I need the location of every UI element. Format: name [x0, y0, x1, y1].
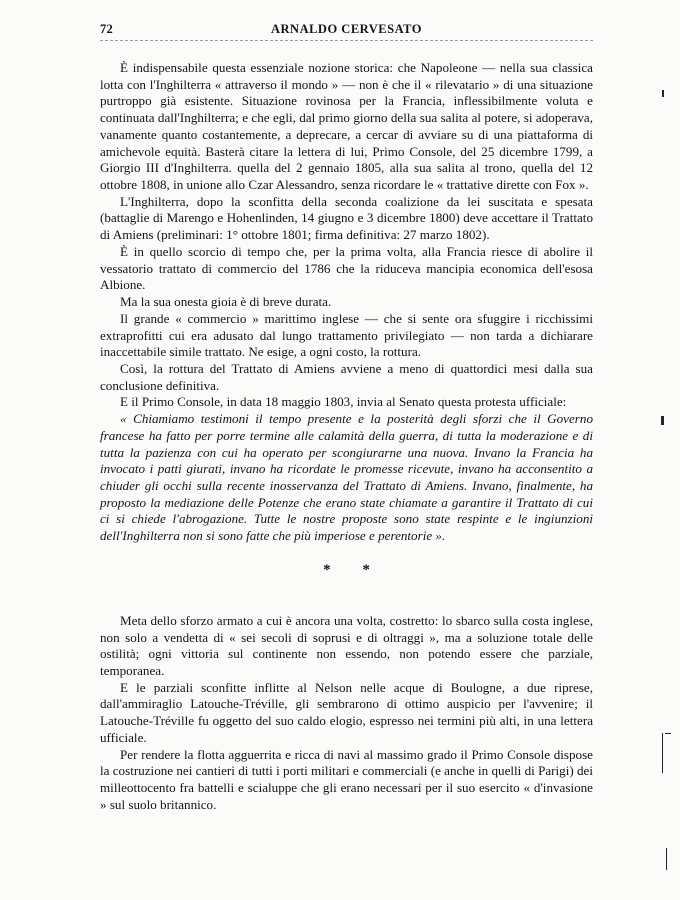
quoted-protest: « Chiamiamo testimoni il tempo presente e la posterità degli sforzi che il Governo francese ha fatto per porre termine alle calamità della guerra, di tutta la moderazione e di tutta la pazienza con cui ha operato per scongiurarne una nuova. Invano la Francia ha invocato i patti giurati, invano ha ricordate le promesse ricevute, invano ha acconsentito a chiuder gli occhi sulla recente inosservanza del Trattato di Amiens. Invano, finalmente, ha proposto la mediazione delle Potenze che erano state chiamate a garantire il Trattato di cui ci si chiede l'abrogazione. Tutte le nostre proposte sono state respinte e le ingiunzioni dell'Inghilterra non si sono fatte che più imperiose e perentorie ».: [100, 411, 593, 544]
margin-mark: [666, 848, 667, 870]
paragraph: Per rendere la flotta agguerrita e ricca di navi al massimo grado il Primo Console dispose la costruzione nei cantieri di tutti i porti militari e commerciali (e anche in quelli di Parigi) dei milleottocento fra battelli e scialuppe che gli erano necessari per il suo esercito « d'invasione » sul suolo britannico.: [100, 746, 593, 812]
paragraph: È indispensabile questa essenziale nozione storica: che Napoleone — nella sua classica lotta con l'Inghilterra « attraverso il mondo » — non è che il « rilevatario » di una situazione purtroppo già esistente. Situazione rovinosa per la Francia, inflessibilmente voluta e continuata dall'Inghilterra; e che egli, dal primo giorno della sua salita al potere, si adoperava, vanamente quanto costantemente, a deprecare, a cercar di avviare su di una piattaforma di amichevole equità. Basterà citare la lettera di lui, Primo Console, del 25 dicembre 1799, a Giorgio III d'Inghilterra. quella del 2 gennaio 1805, alla sua salita al trono, quella del 12 ottobre 1808, in unione allo Czar Alessandro, senza ricordare le « trattative dirette con Fox ».: [100, 60, 593, 193]
paragraph: È in quello scorcio di tempo che, per la prima volta, alla Francia riesce di abolire il vessatorio trattato di commercio del 1786 che la riduceva mancipia economica dell'esosa Albione.: [100, 243, 593, 293]
page-body: [100, 60, 593, 813]
margin-mark: [662, 90, 664, 97]
paragraph: Il grande « commercio » marittimo inglese — che si sente ora sfuggire i ricchissimi extraprofitti cui era adusato dal lungo trattamento privilegiato — non tarda a dichiarare inaccettabile simile trattato. Ne esige, a ogni costo, la rottura.: [100, 310, 593, 360]
margin-mark: [665, 733, 671, 734]
paragraph: E il Primo Console, in data 18 maggio 1803, invia al Senato questa protesta ufficiale:: [120, 394, 567, 410]
margin-mark: [661, 416, 664, 425]
page-header: [100, 22, 593, 41]
paragraph: Meta dello sforzo armato a cui è ancora una volta, costretto: lo sbarco sulla costa inglese, non solo a vendetta di « sei secoli di soprusi e di oltraggi », ma a soluzione totale delle ostilità; ogni vittoria sul continente non essendo, non potendo essere che parziale, temporanea.: [100, 612, 593, 678]
page-number: 72: [100, 22, 114, 36]
margin-mark: [662, 733, 663, 773]
paragraph: Così, la rottura del Trattato di Amiens avviene a meno di quattordici mesi dalla sua conclusione definitiva.: [100, 360, 593, 393]
paragraph: E le parziali sconfitte inflitte al Nelson nelle acque di Boulogne, a due riprese, dall'ammiraglio Latouche-Tréville, gli sembrarono di ottimo auspicio per l'avvenire; il Latouche-Tréville fu oggetto del suo caldo elogio, espresso nei termini più alti, in una lettera ufficiale.: [100, 679, 593, 745]
running-title: ARNALDO CERVESATO: [270, 22, 423, 36]
section-break: * *: [323, 561, 384, 578]
paragraph: Ma la sua onesta gioia è di breve durata.: [120, 294, 332, 310]
paragraph: L'Inghilterra, dopo la sconfitta della seconda coalizione da lei suscitata e spesata (battaglie di Marengo e Hohenlinden, 14 giugno e 3 dicembre 1800) deve accettare il Trattato di Amiens (preliminari: 1° ottobre 1801; firma definitiva: 27 marzo 1802).: [100, 193, 593, 243]
